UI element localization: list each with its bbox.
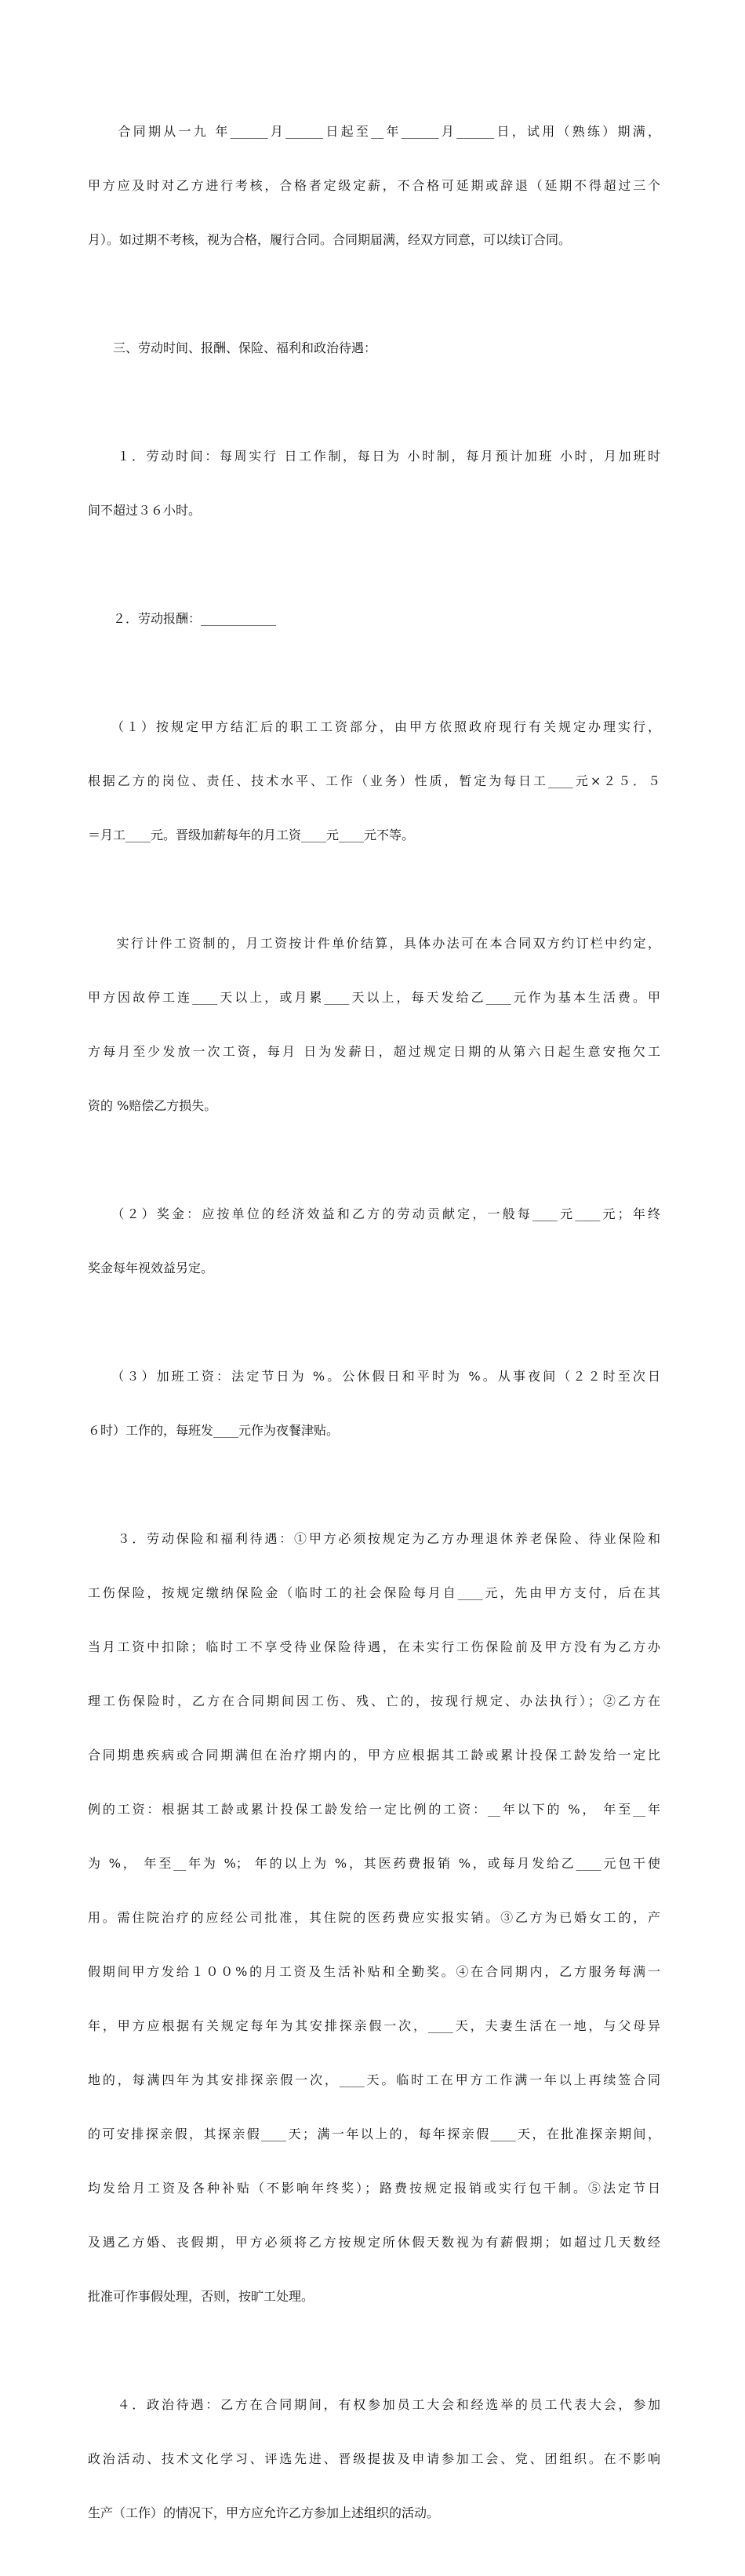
- text-line: 理工伤保险时，乙方在合同期间因工伤、残、亡的，按现行规定、办法执行）；②乙方在: [88, 1694, 660, 1708]
- text-line: 及遇乙方婚、丧假期，甲方必须将乙方按规定所休假天数视为有薪假期；如超过几天数经: [88, 2235, 660, 2250]
- text-line: ３．劳动保险和福利待遇：①甲方必须按规定为乙方办理退休养老保险、待业保险和: [88, 1531, 660, 1546]
- text-line: 奖金每年视效益另定。: [88, 1261, 214, 1275]
- text-line: 工伤保险，按规定缴纳保险金（临时工的社会保险每月自____元，先由甲方支付，后在其: [88, 1585, 660, 1600]
- text-line: 方每月至少发放一次工资，每月 日为发薪日，超过规定日期的从第六日起生意安拖欠工: [88, 1044, 660, 1059]
- text-line: 三、劳动时间、报酬、保险、福利和政治待遇：: [88, 340, 377, 355]
- text-line: 间不超过３６小时。: [88, 503, 202, 518]
- text-line: 用。需住院治疗的应经公司批准，其住院的医药费应实报实销。③乙方为已婚女工的，产: [88, 1910, 660, 1925]
- text-line: 合同期患疾病或合同期满但在治疗期内的，甲方应根据其工龄或累计投保工龄发给一定比: [88, 1748, 660, 1763]
- paragraph-political-treatment: [88, 2360, 660, 2558]
- text-line: （２）奖金：应按单位的经济效益和乙方的劳动贡献定，一般每____元____元；年终: [88, 1206, 660, 1221]
- text-line: 生产（工作）的情况下，甲方应允许乙方参加上述组织的活动。: [88, 2505, 440, 2520]
- text-line: 的可安排探亲假，其探亲假____天；满一年以上的，每年探亲假____天，在批准探亲期间，: [88, 2127, 660, 2141]
- text-line: 资的 %赔偿乙方损失。: [88, 1098, 217, 1113]
- text-line: 当月工资中扣除；临时工不享受待业保险待遇，在未实行工伤保险前及甲方没有为乙方办: [88, 1639, 660, 1654]
- text-line: 批准可作事假处理，否则，按旷工处理。: [88, 2289, 314, 2304]
- paragraph-remuneration: [88, 573, 660, 664]
- text-line: 均发给月工资及各种补贴（不影响年终奖）；路费按规定报销或实行包干制。⑤法定节日: [88, 2181, 660, 2196]
- paragraph-piece-rate: [88, 898, 660, 1151]
- paragraph-overtime-pay: [88, 1331, 660, 1475]
- text-line: 年，甲方应根据有关规定每年为其安排探亲假一次，____天，夫妻生活在一地，与父母异: [88, 2018, 660, 2033]
- text-line: （１）按规定甲方结汇后的职工工资部分，由甲方依照政府现行有关规定办理实行，: [88, 719, 660, 734]
- text-line: 实行计件工资制的，月工资按计件单价结算，具体办法可在本合同双方约订栏中约定，: [88, 936, 660, 951]
- document-page: [88, 86, 660, 2576]
- text-line: 地的，每满四年为其安排探亲假一次，____天。临时工在甲方工作满一年以上再续签合同: [88, 2072, 660, 2087]
- text-line: 为 %， 年至__年为 %； 年的以上为 %，其医药费报销 %，或每月发给乙____元包干使: [88, 1856, 660, 1871]
- text-line: 甲方因故停工连____天以上，或月累____天以上，每天发给乙____元作为基本生活费。甲: [88, 990, 660, 1005]
- paragraph-bonus: [88, 1169, 660, 1313]
- text-line: ２．劳动报酬：____________: [88, 611, 277, 626]
- paragraph-working-hours: [88, 411, 660, 555]
- text-line: ６时）工作的，每班发____元作为夜餐津贴。: [88, 1423, 340, 1438]
- text-line: ４．政治待遇：乙方在合同期间，有权参加员工大会和经选举的员工代表大会，参加: [88, 2397, 660, 2412]
- text-line: 假期间甲方发给１００%的月工资及生活补贴和全勤奖。④在合同期内，乙方服务每满一: [88, 1964, 660, 1979]
- text-line: 政治活动、技术文化学习、评选先进、晋级提拔及申请参加工会、党、团组织。在不影响: [88, 2451, 660, 2466]
- text-line: ＝月工____元。晋级加薪每年的月工资____元____元不等。: [88, 828, 415, 842]
- text-line: １．劳动时间：每周实行 日工作制，每日为 小时制，每月预计加班 小时，月加班时: [88, 449, 660, 464]
- paragraph-insurance-welfare: [88, 1494, 660, 2341]
- text-line: 例的工资：根据其工龄或累计投保工龄发给一定比例的工资：__年以下的 %， 年至__年: [88, 1802, 660, 1817]
- text-line: 月）。如过期不考核，视为合格，履行合同。合同期届满，经双方同意，可以续订合同。: [88, 232, 572, 247]
- paragraph-contract-period: [88, 86, 660, 285]
- text-line: 甲方应及时对乙方进行考核，合格者定级定薪，不合格可延期或辞退（延期不得超过三个: [88, 178, 660, 193]
- section-heading-labor-terms: [88, 303, 660, 393]
- paragraph-wage-rules: [88, 682, 660, 880]
- text-line: 合同期从一九 年______月______日起至__年______月______日，试用（熟练）期满，: [88, 124, 660, 139]
- text-line: 根据乙方的岗位、责任、技术水平、工作（业务）性质，暂定为每日工____元×２５．５: [88, 773, 660, 788]
- text-line: （３）加班工资：法定节日为 %。公休假日和平时为 %。从事夜间（２２时至次日: [88, 1369, 660, 1384]
